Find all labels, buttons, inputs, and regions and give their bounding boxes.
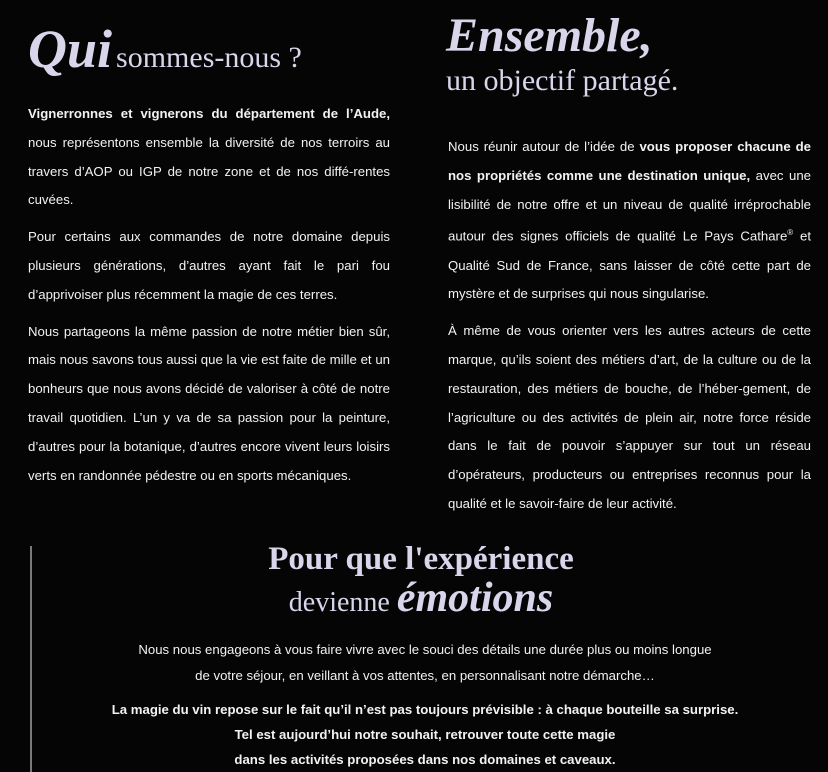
right-p1-a: Nous réunir autour de l’idée de: [448, 139, 640, 154]
bottom-intro-line1: Nous nous engageons à vous faire vivre avec le souci des détails une durée plus ou moins longue: [138, 642, 712, 657]
right-column-text: [448, 133, 811, 527]
bottom-bold-line1: La magie du vin repose sur le fait qu’il n’est pas toujours prévisible : à chaque bouteille sa surprise.: [111, 702, 739, 717]
heading-pour-que: [0, 540, 828, 623]
right-p1-bold: vous proposer chacune de nos propriétés comme une destination unique,: [448, 139, 811, 183]
registered-mark: ®: [787, 228, 794, 238]
right-p1-c: et Qualité Sud de France, sans laisser de côté cette part de mystère et de surprises qui nous singularise.: [448, 228, 811, 302]
heading-ensemble-sub: un objectif partagé.: [446, 64, 679, 97]
heading-pour-emotions: émotions: [396, 575, 554, 621]
right-p1-b: avec une lisibilité de notre offre et un niveau de qualité irréprochable autour des signes officiels de qualité Le Pays Cathare: [448, 167, 812, 244]
bottom-bold-line2: Tel est aujourd’hui notre souhait, retrouver toute cette magie: [234, 727, 616, 742]
left-p1-bold: Vignerronnes et vignerons du département de l’Aude,: [28, 106, 390, 121]
heading-qui-rest: sommes-nous ?: [116, 41, 302, 74]
heading-pour-devienne: devienne: [288, 587, 397, 618]
heading-ensemble-big: Ensemble,: [446, 9, 653, 62]
right-paragraph-1: [448, 133, 811, 309]
heading-pour-line2: [0, 575, 828, 623]
left-paragraph-3: Nous partageons la même passion de notre métier bien sûr, mais nous savons tous aussi que la vie est faite de mille et un bonheurs que nous avons décidé de valoriser à côté de notre travail quotidien. L’un y va de sa passion pour la peinture, d’autres pour la botanique, d’autres encore vivent leurs loisirs verts en randonnée pédestre ou en sports mécaniques.: [28, 323, 390, 483]
heading-ensemble: [446, 8, 678, 98]
left-p1-rest: nous représentons ensemble la diversité de nos terroirs au travers d’AOP ou IGP de notre zone et de nos diffé-rentes cuvées.: [28, 134, 390, 208]
bottom-bold-line3: dans les activités proposées dans nos domaines et caveaux.: [234, 752, 616, 767]
bottom-text: [60, 637, 790, 772]
bottom-bold-block: [60, 697, 790, 772]
heading-qui-sommes-nous: [28, 18, 302, 80]
bottom-intro-line2: de votre séjour, en veillant à vos attentes, en personnalisant notre démarche…: [195, 668, 655, 683]
heading-qui-big: Qui: [28, 19, 113, 79]
right-paragraph-2: À même de vous orienter vers les autres acteurs de cette marque, qu’ils soient des métiers d’art, de la culture ou de la restauration, des métiers de bouche, de l’héber-gement, de l’agriculture ou des activités de plein air, notre force réside dans le fait de pouvoir s’appuyer sur tout un réseau d’opérateurs, producteurs ou entreprises reconnus pour la qualité et le savoir-faire de leur activité.: [448, 323, 811, 511]
heading-pour-line1: Pour que l'expérience: [268, 541, 574, 577]
left-paragraph-1: [28, 100, 390, 215]
left-paragraph-2: Pour certains aux commandes de notre domaine depuis plusieurs générations, d’autres ayant fait le pari fou d’apprivoiser plus récemment la magie de ces terres.: [28, 229, 390, 302]
left-column-text: [28, 100, 390, 498]
